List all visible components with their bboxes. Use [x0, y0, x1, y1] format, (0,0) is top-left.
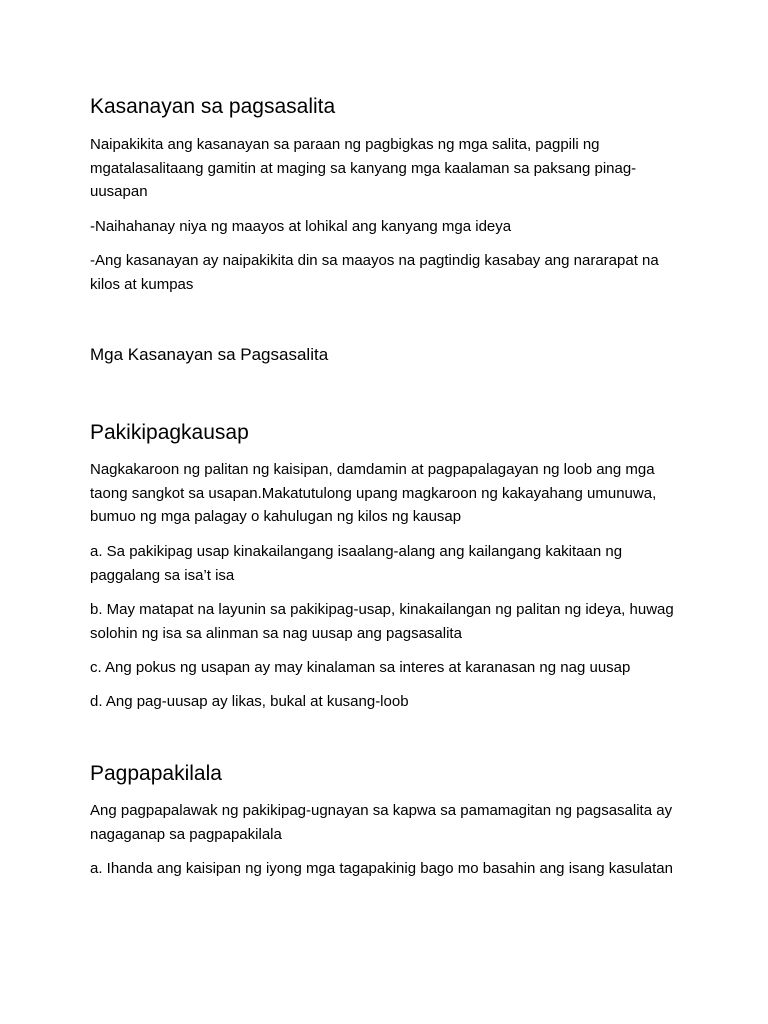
paragraph: Nagkakaroon ng palitan ng kaisipan, damdamin at pagpapalagayan ng loob ang mga taong sangkot sa usapan.Makatutulong upang magkaroon ng kakayahang umunuwa, bumuo ng mga palagay o kahulugan ng kilos ng kausap: [90, 461, 657, 525]
list-item: a. Sa pakikipag usap kinakailangang isaalang-alang ang kailangang kakitaan ng paggalang sa isa’t isa: [90, 543, 623, 584]
paragraph: Ang pagpapalawak ng pakikipag-ugnayan sa kapwa sa pamamagitan ng pagsasalita ay nagaganap sa pagpapakilala: [90, 802, 673, 843]
section-heading-pagpapakilala: Pagpapakilala: [90, 762, 222, 785]
list-item: a. Ihanda ang kaisipan ng iyong mga tagapakinig bago mo basahin ang isang kasulatan: [90, 860, 673, 877]
paragraph: -Ang kasanayan ay naipakikita din sa maayos na pagtindig kasabay ang nararapat na kilos at kumpas: [90, 252, 659, 293]
paragraph: Naipakikita ang kasanayan sa paraan ng pagbigkas ng mga salita, pagpili ng mgatalasalitaang gamitin at maging sa kanyang mga kaalaman sa paksang pinag-uusapan: [90, 136, 637, 200]
paragraph: -Naihahanay niya ng maayos at lohikal ang kanyang mga ideya: [90, 218, 512, 235]
section-heading-pakikipagkausap: Pakikipagkausap: [90, 421, 249, 444]
section-heading-kasanayan: Kasanayan sa pagsasalita: [90, 95, 336, 118]
list-item: b. May matapat na layunin sa pakikipag-usap, kinakailangan ng palitan ng ideya, huwag solohin ng isa sa alinman sa nag uusap ang pagsasalita: [90, 601, 674, 642]
list-item: c. Ang pokus ng usapan ay may kinalaman sa interes at karanasan ng nag uusap: [90, 659, 631, 676]
subheading-mga-kasanayan: Mga Kasanayan sa Pagsasalita: [90, 345, 329, 364]
list-item: d. Ang pag-uusap ay likas, bukal at kusang-loob: [90, 693, 409, 710]
